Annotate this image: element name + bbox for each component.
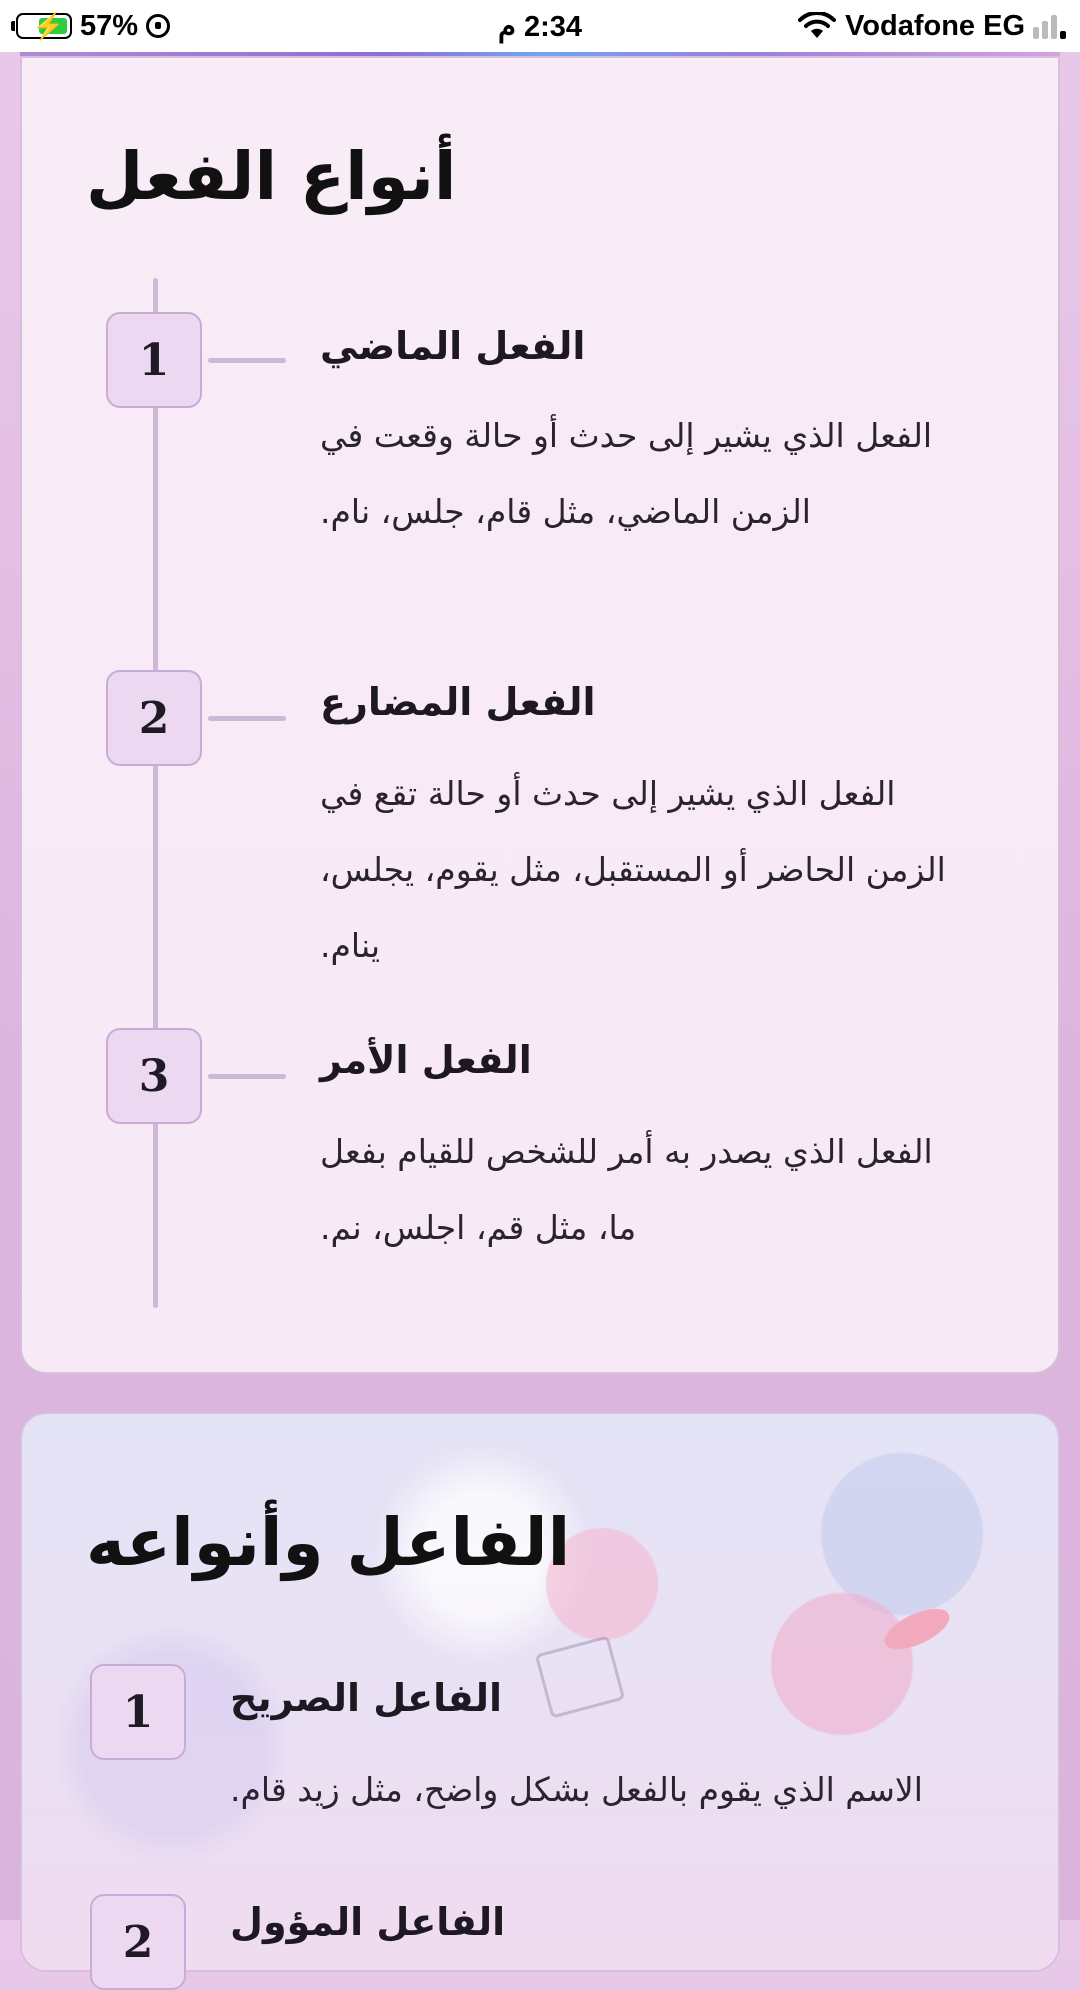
step-number-badge: 1	[106, 312, 202, 408]
wifi-icon	[797, 12, 837, 40]
carrier-name: Vodafone EG	[845, 9, 1025, 42]
signal-strength-icon	[1033, 13, 1066, 39]
card-title: الفاعل وأنواعه	[86, 1504, 571, 1581]
item-description: الفعل الذي يشير إلى حدث أو حالة وقعت في الزمن الماضي، مثل قام، جلس، نام.	[320, 416, 933, 531]
timeline-connector	[208, 716, 286, 721]
verb-types-card	[20, 56, 1060, 1374]
item-title: الفاعل المؤول	[230, 1900, 506, 1944]
rotation-lock-icon	[146, 14, 170, 38]
decorative-shape	[535, 1635, 625, 1718]
item-title: الفعل المضارع	[320, 680, 596, 724]
step-number-badge: 2	[90, 1894, 186, 1990]
clock: 2:34 م	[497, 10, 583, 43]
battery-icon: ⚡	[16, 13, 72, 39]
timeline-connector	[208, 1074, 286, 1079]
timeline-connector	[208, 358, 286, 363]
timeline-line	[153, 278, 158, 1308]
card-title: أنواع الفعل	[86, 138, 457, 215]
item-description: الفعل الذي يصدر به أمر للشخص للقيام بفعل ما، مثل قم، اجلس، نم.	[320, 1132, 933, 1247]
status-bar	[0, 0, 1080, 52]
battery-percent: 57%	[80, 9, 139, 42]
item-title: الفعل الأمر	[320, 1038, 532, 1082]
step-number-badge: 2	[106, 670, 202, 766]
status-left	[16, 10, 170, 43]
item-title: الفاعل الصريح	[230, 1676, 503, 1720]
step-number-badge: 1	[90, 1664, 186, 1760]
item-description: الاسم الذي يقوم بالفعل بشكل واضح، مثل زيد قام.	[230, 1770, 923, 1809]
decorative-shape	[879, 1601, 955, 1658]
item-title: الفعل الماضي	[320, 324, 586, 368]
subject-types-card	[20, 1412, 1060, 1972]
item-description: الفعل الذي يشير إلى حدث أو حالة تقع في الزمن الحاضر أو المستقبل، مثل يقوم، يجلس، ينام.	[320, 774, 946, 965]
step-number-badge: 3	[106, 1028, 202, 1124]
status-right	[797, 10, 1066, 43]
